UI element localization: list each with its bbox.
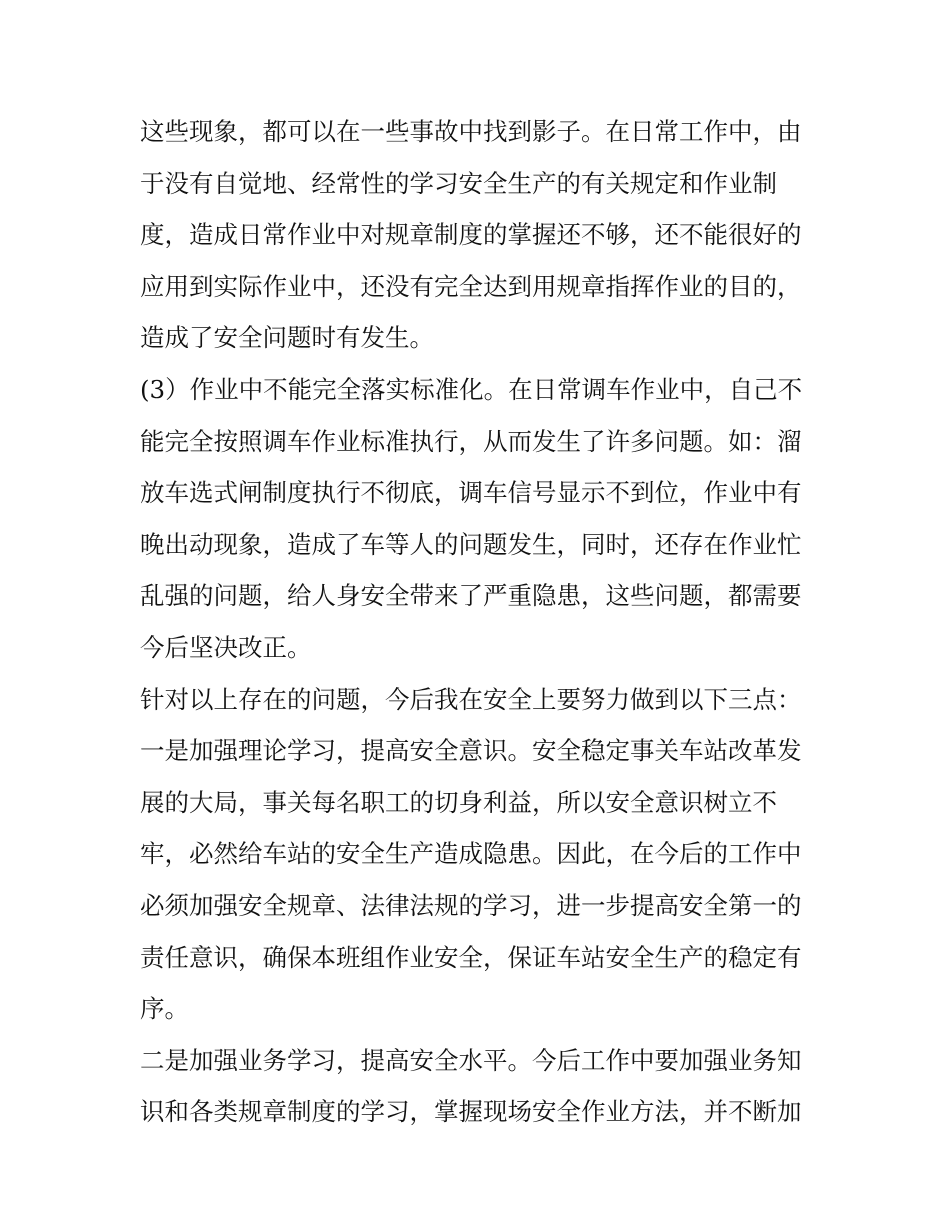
text-line: 放车选式闸制度执行不彻底，调车信号显示不到位，作业中有	[140, 478, 802, 508]
text-line: 针对以上存在的问题，今后我在安全上要努力做到以下三点：	[140, 684, 802, 714]
text-line: 于没有自觉地、经常性的学习安全生产的有关规定和作业制	[140, 168, 777, 198]
text-line: 今后坚决改正。	[140, 632, 312, 662]
text-line: 乱强的问题，给人身安全带来了严重隐患，这些问题，都需要	[140, 581, 802, 611]
text-line: 二是加强业务学习，提高安全水平。今后工作中要加强业务知	[140, 1045, 802, 1075]
body-text	[140, 106, 820, 1138]
text-line: 责任意识，确保本班组作业安全，保证车站安全生产的稳定有	[140, 942, 802, 972]
text-line: 度，造成日常作业中对规章制度的掌握还不够，还不能很好的	[140, 220, 802, 250]
text-line: 识和各类规章制度的学习，掌握现场安全作业方法，并不断加	[140, 1097, 802, 1127]
text-line: 造成了安全问题时有发生。	[140, 323, 434, 353]
text-line: 应用到实际作业中，还没有完全达到用规章指挥作业的目的，	[140, 271, 802, 301]
text-line: 能完全按照调车作业标准执行，从而发生了许多问题。如：溜	[140, 426, 802, 456]
text-line: 晚出动现象，造成了车等人的问题发生，同时，还存在作业忙	[140, 529, 802, 559]
text-line: 牢，必然给车站的安全生产造成隐患。因此，在今后的工作中	[140, 839, 802, 869]
text-line: 一是加强理论学习，提高安全意识。安全稳定事关车站改革发	[140, 736, 802, 766]
text-line: 序。	[140, 994, 189, 1024]
text-line: 展的大局，事关每名职工的切身利益，所以安全意识树立不	[140, 787, 777, 817]
text-line: 这些现象，都可以在一些事故中找到影子。在日常工作中，由	[140, 117, 802, 146]
text-line: 必须加强安全规章、法律法规的学习，进一步提高安全第一的	[140, 890, 802, 920]
text-line: (3）作业中不能完全落实标准化。在日常调车作业中，自己不	[140, 374, 803, 404]
